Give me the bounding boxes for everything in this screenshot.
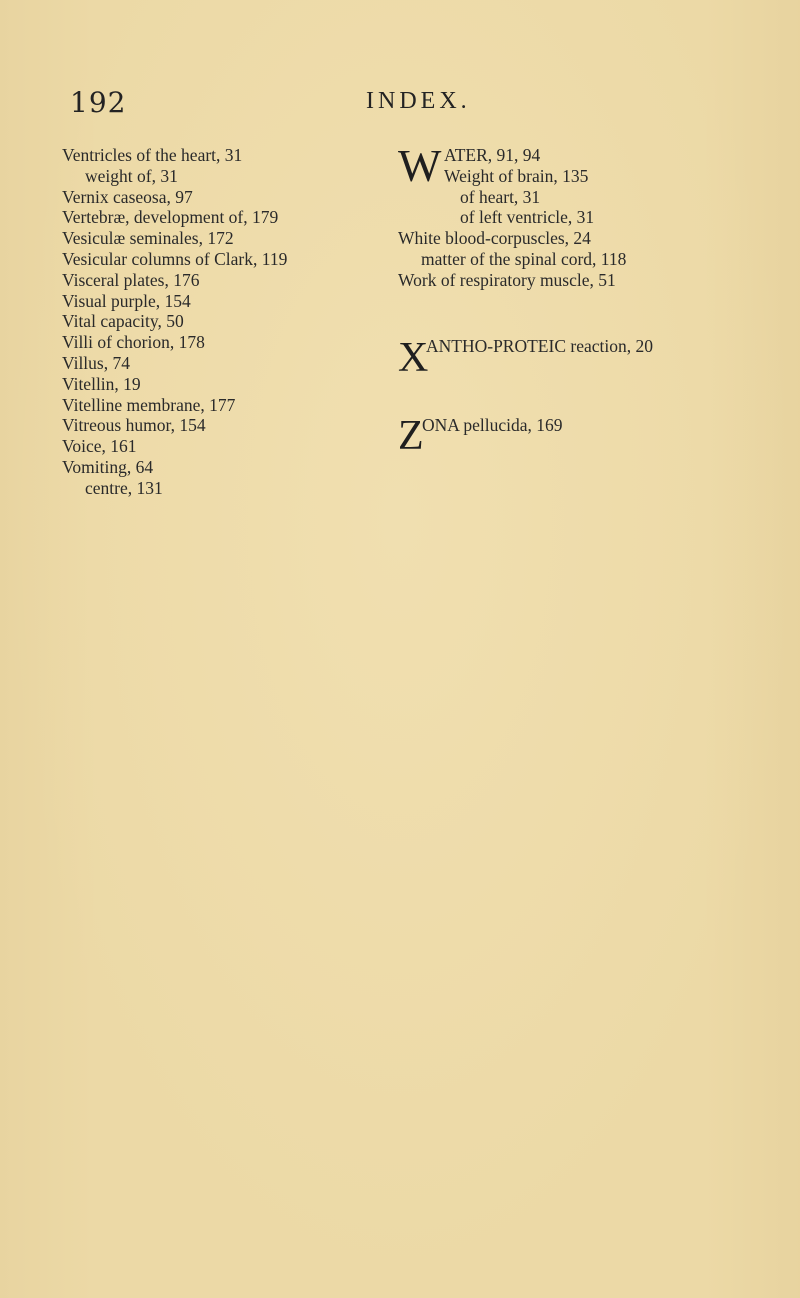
dropcap-letter: Z	[398, 413, 424, 460]
index-column-left	[62, 145, 392, 499]
dropcap-spacer	[398, 356, 788, 377]
page-number: 192	[70, 86, 127, 119]
index-subentry: weight of, 31	[85, 165, 178, 186]
index-entry: Visceral plates, 176	[62, 269, 200, 290]
index-entry: Vitreous humor, 154	[62, 415, 206, 436]
index-entry: Voice, 161	[62, 436, 137, 457]
index-entry: ATER, 91, 94	[444, 145, 541, 165]
index-entry: ONA pellucida, 169	[422, 415, 563, 436]
index-entry: Villi of chorion, 178	[62, 332, 205, 353]
index-subentry: matter of the spinal cord, 118	[421, 248, 627, 269]
index-entry: Weight of brain, 135	[444, 165, 589, 186]
dropcap-spacer	[398, 436, 788, 457]
index-entry: Vitelline membrane, 177	[62, 394, 236, 415]
letter-section-z	[398, 413, 788, 460]
dropcap-letter: X	[398, 334, 429, 381]
index-entry: Vomiting, 64	[62, 456, 154, 477]
letter-section-w	[398, 140, 788, 291]
letter-section-x	[398, 334, 788, 381]
running-head: INDEX.	[366, 88, 471, 114]
index-entry: Vesiculæ seminales, 172	[62, 228, 234, 249]
index-entry: Vesicular columns of Clark, 119	[62, 248, 288, 269]
index-entry: Vital capacity, 50	[62, 311, 184, 332]
index-subentry: of heart, 31	[460, 186, 541, 207]
index-entry: White blood-corpuscles, 24	[398, 228, 591, 249]
index-entry: Villus, 74	[62, 352, 130, 373]
index-entry: Visual purple, 154	[62, 290, 191, 311]
dropcap-letter: W	[398, 140, 442, 191]
index-subentry: of left ventricle, 31	[460, 207, 595, 228]
index-entry: Vertebræ, development of, 179	[62, 207, 279, 228]
index-subentry: centre, 131	[85, 477, 163, 498]
index-column-right	[398, 140, 788, 460]
index-entry: Vernix caseosa, 97	[62, 186, 193, 207]
index-entry: Ventricles of the heart, 31	[62, 145, 243, 165]
index-entry: Work of respiratory muscle, 51	[398, 269, 616, 290]
index-entry: Vitellin, 19	[62, 373, 141, 394]
index-entry: ANTHO-PROTEIC reaction, 20	[426, 335, 653, 356]
